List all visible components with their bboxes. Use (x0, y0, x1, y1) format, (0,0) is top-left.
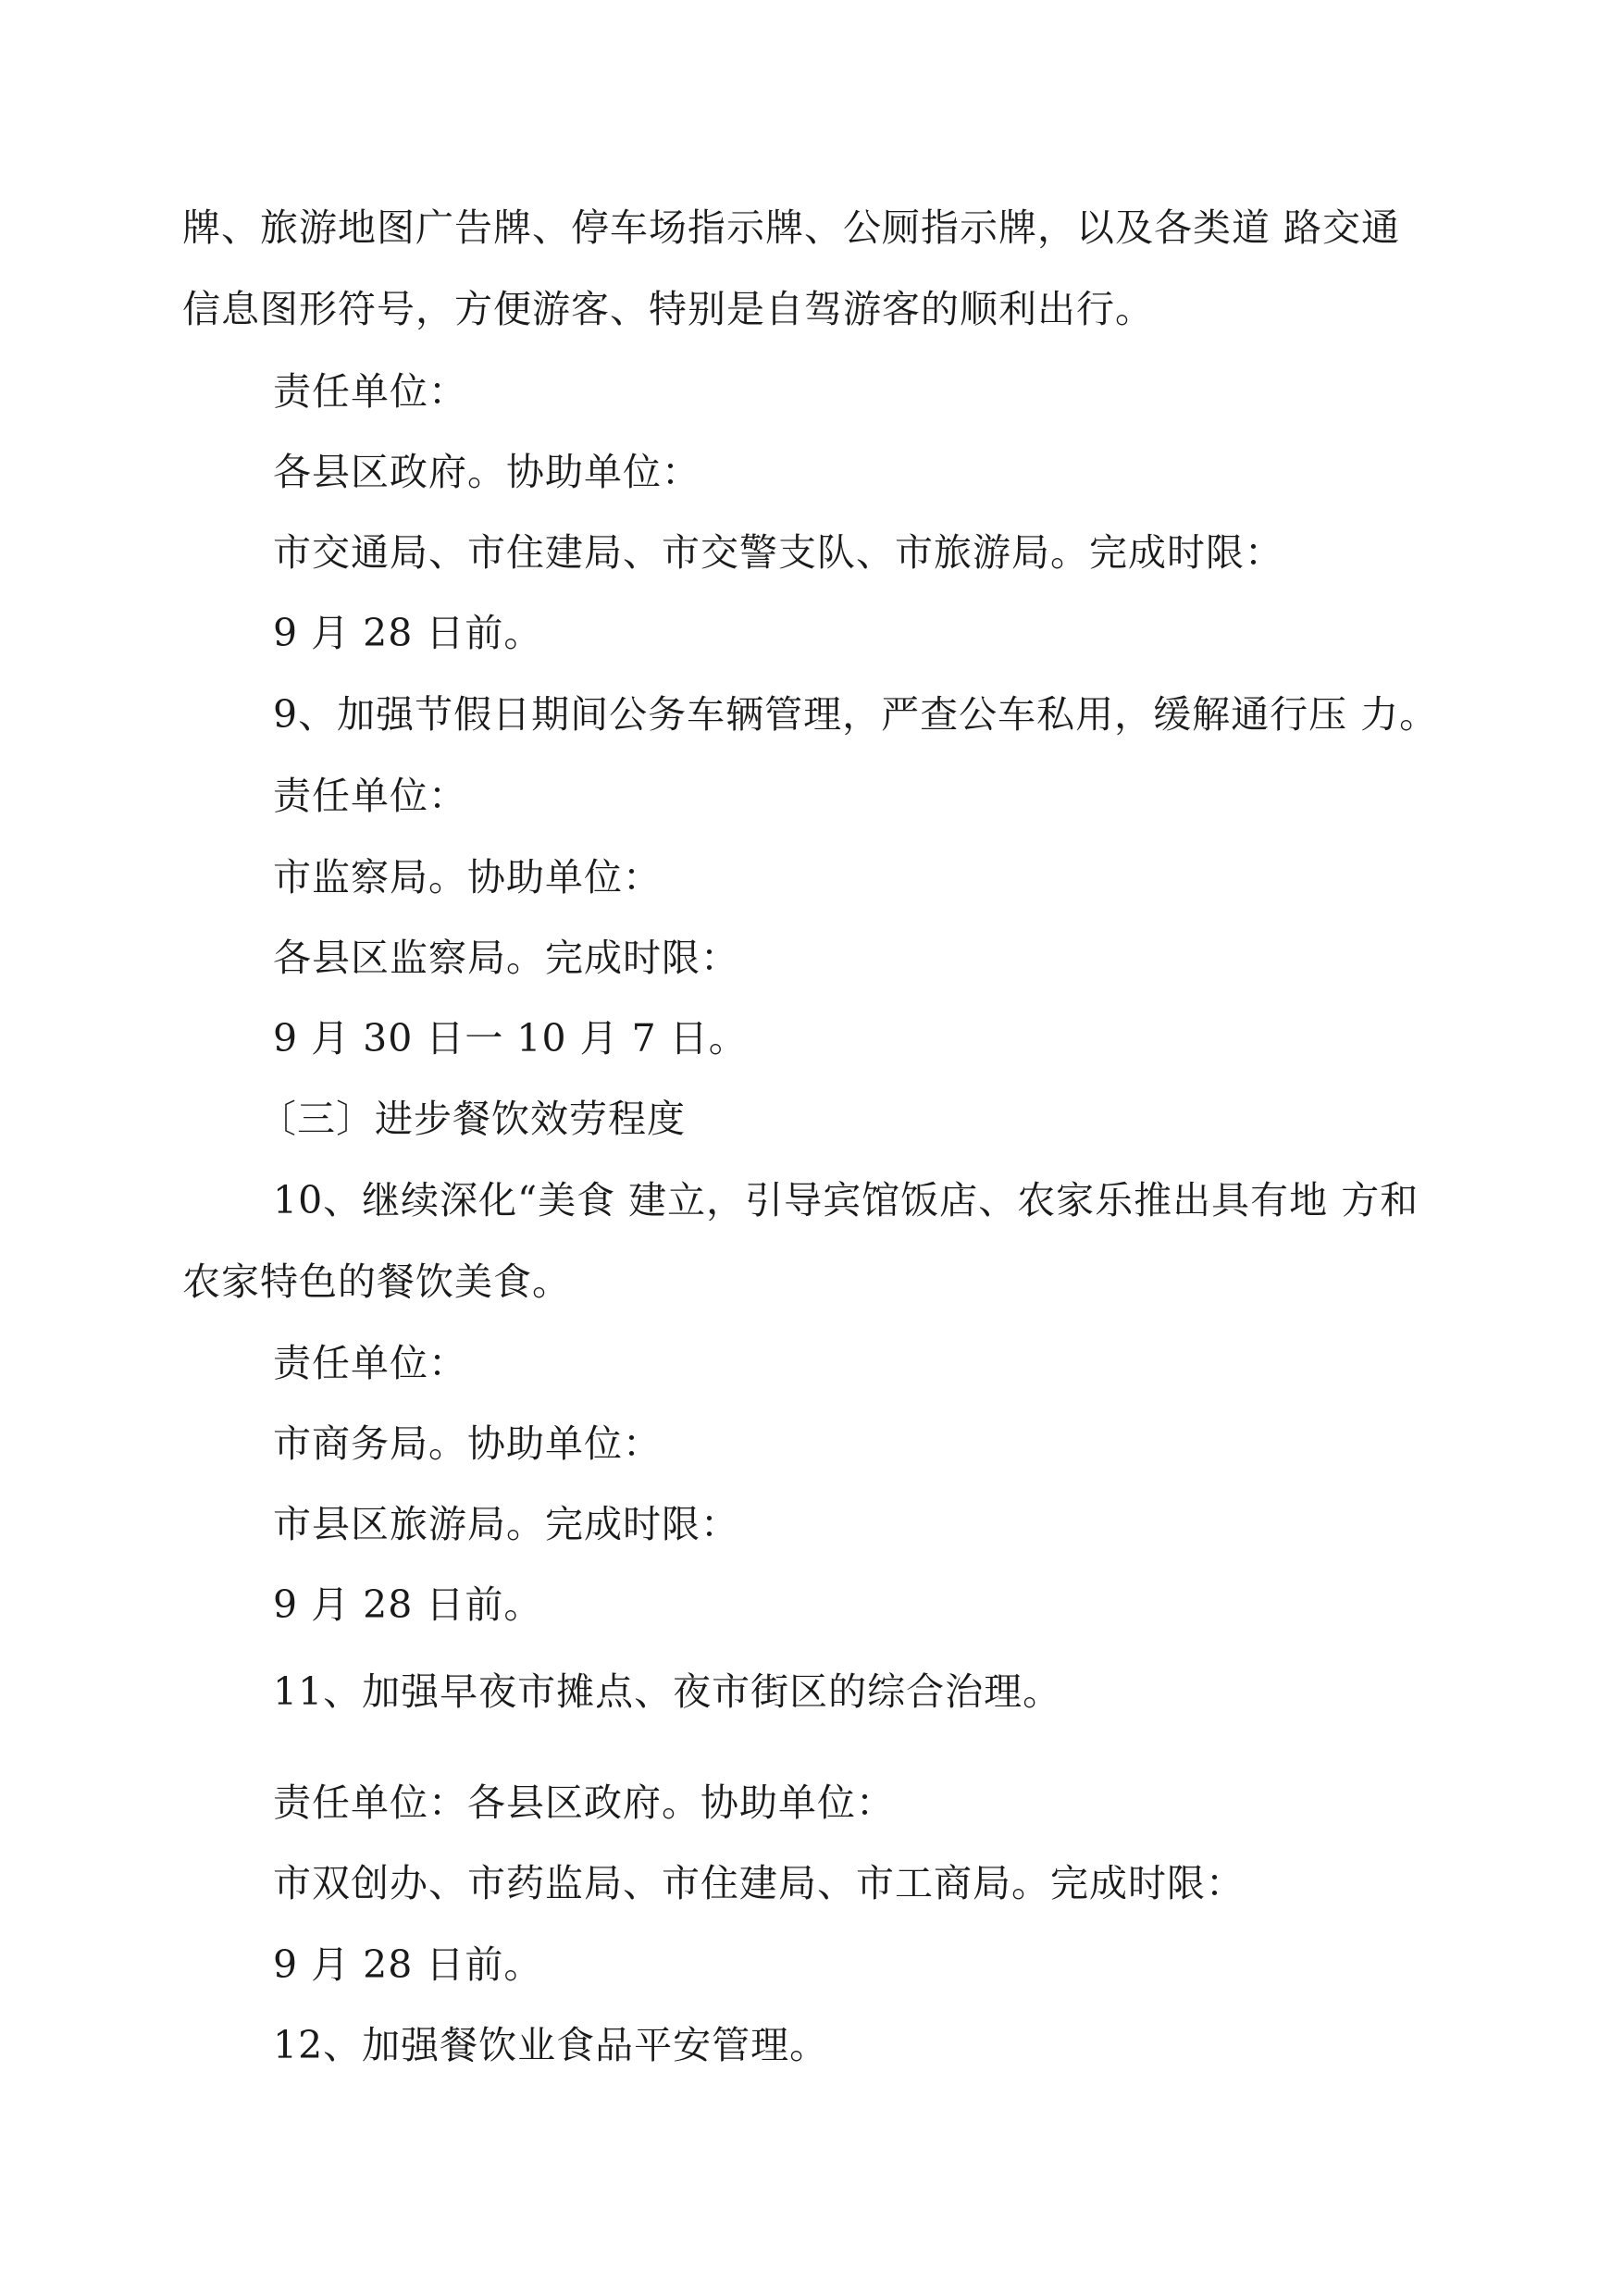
text-line: 市监察局。协助单位： (273, 855, 662, 899)
text-line: 农家特色的餐饮美食。 (182, 1259, 571, 1304)
text-line: 9 月 28 日前。 (273, 611, 543, 655)
text-line: 责任单位：各县区政府。协助单位： (273, 1780, 895, 1825)
text-line: 责任单位： (273, 774, 467, 818)
text-line: 9 月 30 日一 10 月 7 日。 (273, 1016, 748, 1061)
text-line: 市县区旅游局。完成时限： (273, 1502, 739, 1546)
text-line: 信息图形符号，方便游客、特别是自驾游客的顺利出行。 (182, 287, 1154, 331)
text-line: 9、加强节假日期间公务车辆管理，严查公车私用，缓解通行压 力。 (273, 692, 1439, 737)
text-line: 9 月 28 日前。 (273, 1582, 543, 1627)
text-line: 9 月 28 日前。 (273, 1942, 543, 1987)
text-line: 12、加强餐饮业食品平安管理。 (273, 2023, 829, 2067)
text-line: 市双创办、市药监局、市住建局、市工商局。完成时限： (273, 1861, 1245, 1905)
section-heading: 〔三〕进步餐饮效劳程度 (258, 1097, 686, 1141)
text-line: 牌、旅游地图广告牌、停车场指示牌、公厕指示牌，以及各类道 路交通 (182, 205, 1401, 250)
text-line: 各县区政府。协助单位： (273, 450, 700, 494)
text-line: 市商务局。协助单位： (273, 1421, 662, 1466)
text-line: 责任单位： (273, 1341, 467, 1385)
text-line: 11、加强早夜市摊点、夜市街区的综合治理。 (273, 1669, 1062, 1714)
text-line: 市交通局、市住建局、市交警支队、市旅游局。完成时限： (273, 530, 1283, 575)
text-line: 责任单位： (273, 369, 467, 414)
text-line: 各县区监察局。完成时限： (273, 936, 739, 980)
text-line: 10、继续深化“美食 建立，引导宾馆饭店、农家乐推出具有地 方和 (273, 1178, 1419, 1222)
